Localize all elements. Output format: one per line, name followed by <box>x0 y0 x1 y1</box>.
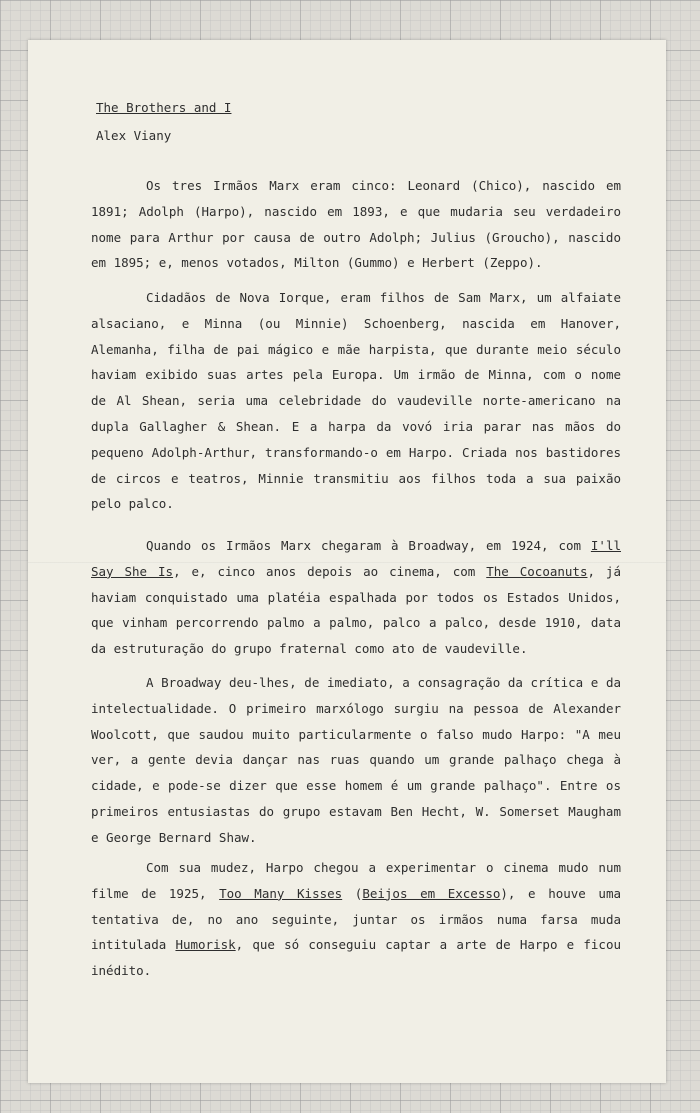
paragraph-text: , que só conseguiu captar a arte de Harpo e ficou inédito. <box>91 937 621 979</box>
paragraph-text: Os tres Irmãos Marx eram cinco: Leonard (Chico), nascido em 1891; Adolph (Harpo), nascido em 1893, e que mudaria seu verdadeiro nome para Arthur por causa de outro Adolph; Julius (Groucho), nascido em 1895; e, menos votados, Milton (Gummo) e Herbert (Zeppo). <box>91 178 621 271</box>
paragraph-5 <box>91 855 621 984</box>
paragraph-3 <box>91 533 621 662</box>
paragraph-text: , e, cinco anos depois ao cinema, com <box>173 563 487 579</box>
paragraph-4 <box>91 670 621 851</box>
underlined-title: Beijos em Excesso <box>362 885 501 901</box>
paragraph-text: Com sua mudez, Harpo chegou a experimentar o cinema mudo num filme de 1925, <box>91 860 621 901</box>
underlined-title: The Cocoanuts <box>486 563 588 579</box>
paragraph-text: , já haviam conquistado uma platéia espalhada por todos os Estados Unidos, que vinham percorrendo palmo a palmo, palco a palco, desde 1910, data da estruturação do grupo fraternal como ato de vaudeville. <box>91 563 621 657</box>
paragraph-text: Cidadãos de Nova Iorque, eram filhos de Sam Marx, um alfaiate alsaciano, e Minna (ou Minnie) Schoenberg, nascida em Hanover, Alemanha, filha de pai mágico e mãe harpista, que durante meio século haviam exibido suas artes pela Europa. Um irmão de Minna, com o nome de Al Shean, seria uma celebridade do vaudeville norte-americano na dupla Gallagher & Shean. E a harpa da vovó iria parar nas mãos do pequeno Adolph-Arthur, transformando-o em Harpo. Criada nos bastidores de circos e teatros, Minnie transmitiu aos filhos toda a sua paixão pelo palco. <box>91 290 621 512</box>
paragraph-text: A Broadway deu-lhes, de imediato, a consagração da crítica e da intelectualidade. O primeiro marxólogo surgiu na pessoa de Alexander Woolcott, que saudou muito particularmente o falso mudo Harpo: "A meu ver, a gente devia dançar nas ruas quando um grande palhaço chega à cidade, e pode-se dizer que esse homem é um grande palhaço". Entre os primeiros entusiastas do grupo estavam Ben Hecht, W. Somerset Maugham e George Bernard Shaw. <box>91 675 621 845</box>
paragraph-text: ( <box>342 885 363 901</box>
underlined-title: Humorisk <box>175 937 236 953</box>
document-title: The Brothers and I <box>96 100 232 115</box>
underlined-title: Too Many Kisses <box>219 885 343 901</box>
author-name: Alex Viany <box>96 128 172 143</box>
paragraph-1 <box>91 173 621 276</box>
paragraph-text: Quando os Irmãos Marx chegaram à Broadway, em 1924, com <box>146 538 591 553</box>
typed-page <box>28 40 666 1083</box>
paragraph-text: ), e houve uma tentativa de, no ano seguinte, juntar os irmãos numa farsa muda intitulada <box>91 885 621 953</box>
paragraph-2 <box>91 285 621 517</box>
underlined-title: I'll Say She Is <box>91 538 621 579</box>
